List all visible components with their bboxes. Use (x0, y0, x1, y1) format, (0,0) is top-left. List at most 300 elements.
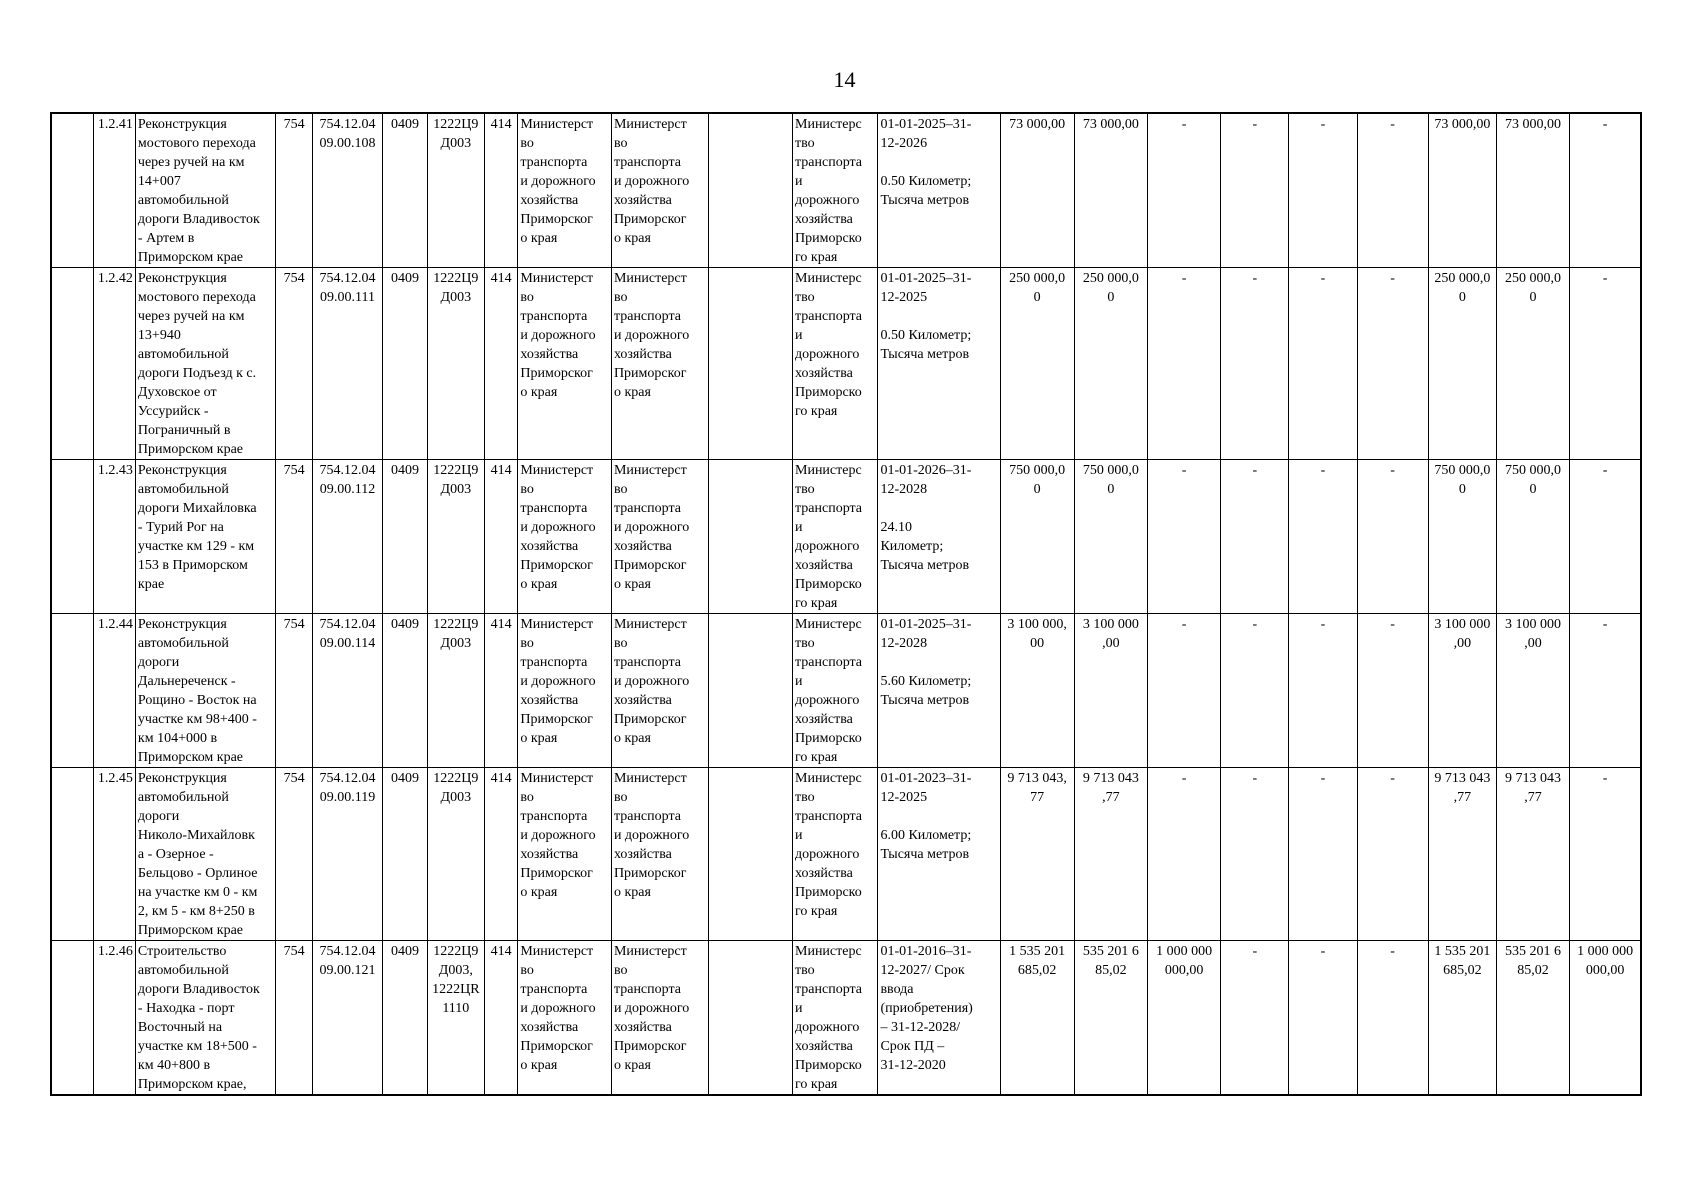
customer-line: хозяйства (520, 693, 579, 708)
year-1-cell (1147, 614, 1220, 768)
year-2-line: - (1252, 463, 1258, 478)
target-article-line: 1222Ц9 (433, 944, 479, 959)
customer-line: транспорта (520, 155, 588, 170)
expense-type-cell: 414 (484, 768, 518, 941)
total-cost-line: 250 000,0 (1009, 271, 1066, 286)
grantor-line: Приморско (795, 1058, 862, 1073)
object-code-line: 754.12.04 (319, 617, 376, 632)
grantor-line: транспорта (795, 155, 863, 170)
total-cost-cell (1000, 268, 1074, 460)
empty-cell-cell (708, 113, 792, 268)
year-2-cell (1221, 941, 1289, 1096)
developer-line: и дорожного (613, 674, 690, 689)
total-funding-line: 0 (1107, 290, 1115, 305)
object-name-line: дороги (137, 809, 180, 824)
section-code-cell: 0409 (383, 941, 428, 1096)
period-capacity-line: 01-01-2025–31- (880, 117, 972, 132)
target-article-line: 1222Ц9 (433, 271, 479, 286)
period-capacity-line: Тысяча метров (880, 193, 970, 208)
object-name-line: 2, км 5 - км 8+250 в (137, 904, 255, 919)
object-name-line: Уссурийск - (137, 404, 209, 419)
funding-4-line: ,77 (1524, 790, 1542, 805)
row-number-cell: 1.2.42 (94, 268, 136, 460)
object-name-line: км 104+000 в (137, 731, 218, 746)
period-capacity-line: 31-12-2020 (880, 1058, 946, 1073)
object-name-line: крае (137, 577, 165, 592)
object-name-line: Реконструкция (137, 771, 227, 786)
table-row (51, 768, 1641, 941)
period-capacity-line: (приобретения) (880, 1001, 973, 1016)
funding-4-cell (1496, 460, 1569, 614)
year-3-cell (1289, 113, 1357, 268)
grantor-line: Министерс (795, 117, 862, 132)
customer-line: Министерст (520, 117, 594, 132)
object-name-line: - Турий Рог на (137, 520, 224, 535)
grantor-line: го края (795, 250, 838, 265)
object-name-line: через ручей на км (137, 309, 245, 324)
grantor-line: и (795, 1001, 803, 1016)
period-capacity-line: Тысяча метров (880, 693, 970, 708)
object-name-cell (135, 113, 275, 268)
funding-5-line: - (1602, 771, 1608, 786)
customer-line: транспорта (520, 309, 588, 324)
customer-line: о края (520, 885, 558, 900)
developer-line: Приморског (613, 866, 687, 881)
developer-line: о края (613, 885, 651, 900)
section-code-cell: 0409 (383, 268, 428, 460)
grantor-line: транспорта (795, 809, 863, 824)
developer-line: и дорожного (613, 520, 690, 535)
expense-type-cell: 414 (484, 113, 518, 268)
total-cost-cell (1000, 768, 1074, 941)
year-3-line: - (1320, 271, 1326, 286)
grantor-cell (793, 614, 878, 768)
target-article-line: Д003 (440, 482, 472, 497)
developer-line: о края (613, 1058, 651, 1073)
customer-cell (518, 268, 612, 460)
total-funding-cell (1074, 614, 1147, 768)
customer-line: и дорожного (520, 1001, 596, 1016)
grantor-line: тво (795, 790, 815, 805)
funding-5-cell (1570, 614, 1641, 768)
object-code-cell (312, 941, 382, 1096)
customer-line: во (520, 636, 534, 651)
developer-line: хозяйства (613, 847, 672, 862)
developer-line: хозяйства (613, 347, 672, 362)
funding-3-cell (1428, 614, 1496, 768)
object-name-line: дороги (137, 655, 180, 670)
object-code-line: 754.12.04 (319, 463, 376, 478)
target-article-line: 1222Ц9 (433, 771, 479, 786)
period-capacity-line: 6.00 Километр; (880, 828, 972, 843)
target-article-line: 1110 (442, 1001, 470, 1016)
total-cost-line: 0 (1033, 290, 1041, 305)
object-name-cell (135, 768, 275, 941)
object-code-line: 09.00.114 (319, 636, 376, 651)
table-row (51, 614, 1641, 768)
total-funding-cell (1074, 768, 1147, 941)
object-name-line: Реконструкция (137, 271, 227, 286)
funding-3-cell (1428, 460, 1496, 614)
customer-line: и дорожного (520, 828, 596, 843)
funding-4-cell (1496, 941, 1569, 1096)
object-name-line: Строительство (137, 944, 227, 959)
period-capacity-cell (878, 460, 1000, 614)
object-name-cell (135, 268, 275, 460)
object-code-cell (312, 460, 382, 614)
period-capacity-line: 01-01-2026–31- (880, 463, 972, 478)
funding-3-cell (1428, 268, 1496, 460)
target-article-cell (427, 460, 484, 614)
period-capacity-line: 01-01-2016–31- (880, 944, 972, 959)
object-name-cell (135, 460, 275, 614)
developer-line: Приморског (613, 366, 687, 381)
customer-line: и дорожного (520, 520, 596, 535)
table-row (51, 460, 1641, 614)
object-name-line: Бельцово - Орлиное (137, 866, 258, 881)
year-3-cell (1289, 268, 1357, 460)
funding-5-line: 1 000 000 (1577, 944, 1634, 959)
customer-line: хозяйства (520, 347, 579, 362)
grantor-line: и (795, 674, 803, 689)
year-3-line: - (1320, 117, 1326, 132)
grantor-line: Министерс (795, 944, 862, 959)
object-name-line: через ручей на км (137, 155, 245, 170)
customer-line: Приморског (520, 212, 593, 227)
year-2-cell (1221, 113, 1289, 268)
blank-cell-cell (51, 614, 94, 768)
year-4-cell (1357, 768, 1428, 941)
total-cost-line: 3 100 000, (1007, 617, 1067, 632)
year-1-cell (1147, 460, 1220, 614)
customer-line: во (520, 963, 534, 978)
year-2-line: - (1252, 117, 1258, 132)
blank-cell-cell (51, 768, 94, 941)
funding-5-line: - (1602, 617, 1608, 632)
funding-3-line: 250 000,0 (1434, 271, 1491, 286)
customer-line: Министерст (520, 463, 594, 478)
row-number-cell: 1.2.46 (94, 941, 136, 1096)
object-name-line: 13+940 (137, 328, 181, 343)
target-article-line: 1222Ц9 (433, 617, 479, 632)
customer-line: о края (520, 231, 558, 246)
grantor-line: тво (795, 290, 815, 305)
year-1-cell (1147, 268, 1220, 460)
year-2-line: - (1252, 271, 1258, 286)
object-name-line: дороги Владивосток (137, 212, 260, 227)
customer-cell (518, 460, 612, 614)
grantor-cell (793, 941, 878, 1096)
funding-3-line: 0 (1458, 290, 1466, 305)
total-funding-line: ,00 (1102, 636, 1120, 651)
table-row (51, 113, 1641, 268)
period-capacity-line: Тысяча метров (880, 347, 970, 362)
grantor-line: тво (795, 636, 815, 651)
table-row (51, 941, 1641, 1096)
customer-line: во (520, 482, 534, 497)
object-name-line: автомобильной (137, 963, 229, 978)
year-3-cell (1289, 941, 1357, 1096)
year-4-cell (1357, 941, 1428, 1096)
year-1-line: - (1181, 617, 1187, 632)
object-name-cell (135, 614, 275, 768)
funding-3-line: 3 100 000 (1434, 617, 1491, 632)
total-cost-line: 1 535 201 (1009, 944, 1066, 959)
year-3-cell (1289, 460, 1357, 614)
customer-line: Приморског (520, 712, 593, 727)
developer-line: о края (613, 731, 651, 746)
grbs-code-cell: 754 (276, 614, 313, 768)
grantor-line: транспорта (795, 309, 863, 324)
developer-line: во (613, 290, 628, 305)
object-name-line: 14+007 (137, 174, 181, 189)
object-code-line: 754.12.04 (319, 271, 376, 286)
year-1-line: 000,00 (1164, 963, 1204, 978)
developer-line: и дорожного (613, 328, 690, 343)
developer-line: хозяйства (613, 1020, 672, 1035)
funding-5-line: - (1602, 271, 1608, 286)
developer-cell (611, 268, 708, 460)
developer-line: хозяйства (613, 193, 672, 208)
customer-line: о края (520, 577, 558, 592)
customer-line: Приморског (520, 366, 593, 381)
total-funding-line: ,77 (1102, 790, 1120, 805)
developer-line: Министерст (613, 771, 687, 786)
funding-5-cell (1570, 460, 1641, 614)
customer-cell (518, 614, 612, 768)
customer-line: о края (520, 731, 558, 746)
period-capacity-line: 24.10 (880, 520, 912, 535)
target-article-line: Д003 (440, 636, 472, 651)
grbs-code-cell: 754 (276, 113, 313, 268)
object-name-line: автомобильной (137, 790, 229, 805)
period-capacity-line: Километр; (880, 539, 944, 554)
blank-cell-cell (51, 941, 94, 1096)
developer-line: Приморског (613, 1039, 687, 1054)
developer-line: транспорта (613, 155, 681, 170)
blank-cell-cell (51, 268, 94, 460)
object-name-line: Приморском крае, (137, 1077, 247, 1092)
grantor-line: го края (795, 404, 838, 419)
customer-line: во (520, 790, 534, 805)
funding-4-line: 9 713 043 (1505, 771, 1561, 786)
grantor-line: дорожного (795, 347, 860, 362)
year-1-cell (1147, 768, 1220, 941)
customer-line: Приморског (520, 1039, 593, 1054)
object-name-line: автомобильной (137, 347, 229, 362)
total-funding-line: 9 713 043 (1082, 771, 1139, 786)
page-number: 14 (833, 67, 856, 92)
object-name-line: Реконструкция (137, 617, 227, 632)
developer-cell (611, 941, 708, 1096)
customer-line: во (520, 136, 534, 151)
object-code-line: 754.12.04 (319, 117, 376, 132)
customer-line: Министерст (520, 617, 594, 632)
developer-line: во (613, 482, 628, 497)
grantor-cell (793, 113, 878, 268)
year-3-cell (1289, 614, 1357, 768)
period-capacity-line: Тысяча метров (880, 558, 970, 573)
customer-line: и дорожного (520, 174, 596, 189)
developer-cell (611, 768, 708, 941)
funding-5-cell (1570, 268, 1641, 460)
object-code-cell (312, 768, 382, 941)
developer-line: во (613, 636, 628, 651)
period-capacity-line: 12-2028 (880, 482, 928, 497)
funding-3-line: 73 000,00 (1434, 117, 1491, 132)
customer-cell (518, 768, 612, 941)
customer-line: хозяйства (520, 193, 579, 208)
funding-4-cell (1496, 768, 1569, 941)
grantor-line: дорожного (795, 539, 860, 554)
object-name-line: автомобильной (137, 636, 229, 651)
customer-line: хозяйства (520, 1020, 579, 1035)
customer-line: транспорта (520, 982, 588, 997)
funding-3-line: 1 535 201 (1434, 944, 1491, 959)
object-code-line: 09.00.119 (319, 790, 376, 805)
period-capacity-line (880, 499, 997, 518)
funding-3-cell (1428, 768, 1496, 941)
object-code-cell (312, 113, 382, 268)
total-funding-line: 750 000,0 (1082, 463, 1139, 478)
grantor-line: тво (795, 963, 815, 978)
object-name-line: дороги Михайловка (137, 501, 257, 516)
funding-3-line: 685,02 (1443, 963, 1482, 978)
funding-4-cell (1496, 113, 1569, 268)
object-name-line: Приморском крае (137, 442, 244, 457)
developer-line: транспорта (613, 501, 681, 516)
object-name-line: Восточный на (137, 1020, 223, 1035)
total-cost-cell (1000, 614, 1074, 768)
object-code-line: 09.00.112 (319, 482, 376, 497)
funding-5-cell (1570, 941, 1641, 1096)
year-1-line: - (1181, 271, 1187, 286)
grbs-code-cell: 754 (276, 941, 313, 1096)
funding-3-line: 750 000,0 (1434, 463, 1491, 478)
grantor-line: и (795, 174, 803, 189)
object-name-line: дороги Владивосток (137, 982, 260, 997)
object-name-line: Рощино - Восток на (137, 693, 257, 708)
object-code-line: 754.12.04 (319, 771, 376, 786)
blank-cell-cell (51, 460, 94, 614)
object-name-line: дороги Подъезд к с. (137, 366, 257, 381)
period-capacity-line: 01-01-2023–31- (880, 771, 972, 786)
year-1-line: - (1181, 117, 1187, 132)
object-code-cell (312, 268, 382, 460)
register-table (50, 112, 1642, 1096)
object-name-line: участке км 129 - км (137, 539, 255, 554)
year-4-line: - (1390, 271, 1395, 286)
object-name-line: Приморском крае (137, 750, 244, 765)
funding-4-cell (1496, 614, 1569, 768)
customer-cell (518, 941, 612, 1096)
object-name-line: Приморском крае (137, 923, 244, 938)
target-article-cell (427, 614, 484, 768)
blank-cell-cell (51, 113, 94, 268)
period-capacity-cell (878, 268, 1000, 460)
year-2-line: - (1252, 771, 1258, 786)
grantor-line: тво (795, 136, 815, 151)
object-code-line: 09.00.108 (319, 136, 376, 151)
funding-4-line: 0 (1529, 290, 1537, 305)
grantor-line: дорожного (795, 1020, 860, 1035)
funding-5-line: - (1602, 117, 1608, 132)
developer-line: Министерст (613, 617, 687, 632)
row-number-cell: 1.2.43 (94, 460, 136, 614)
row-number-cell: 1.2.44 (94, 614, 136, 768)
funding-5-line: 000,00 (1585, 963, 1625, 978)
object-name-line: Реконструкция (137, 117, 227, 132)
developer-line: транспорта (613, 655, 681, 670)
object-name-line: Николо-Михайловк (137, 828, 255, 843)
object-name-line: Пограничный в (137, 423, 231, 438)
customer-line: и дорожного (520, 674, 596, 689)
funding-4-line: 250 000,0 (1505, 271, 1561, 286)
object-code-line: 754.12.04 (319, 944, 376, 959)
grantor-line: Приморско (795, 885, 862, 900)
table-row (51, 268, 1641, 460)
total-cost-cell (1000, 460, 1074, 614)
funding-3-cell (1428, 113, 1496, 268)
grantor-line: Министерс (795, 617, 862, 632)
object-name-line: а - Озерное - (137, 847, 214, 862)
customer-line: хозяйства (520, 847, 579, 862)
object-name-line: Дальнереченск - (137, 674, 236, 689)
grantor-line: Приморско (795, 231, 862, 246)
period-capacity-line: 12-2026 (880, 136, 928, 151)
year-4-line: - (1390, 117, 1395, 132)
customer-line: транспорта (520, 809, 588, 824)
period-capacity-cell (878, 113, 1000, 268)
customer-line: и дорожного (520, 328, 596, 343)
section-code-cell: 0409 (383, 614, 428, 768)
period-capacity-line: – 31-12-2028/ (880, 1020, 961, 1035)
object-name-line: автомобильной (137, 193, 229, 208)
period-capacity-line: 12-2025 (880, 290, 928, 305)
grbs-code-cell: 754 (276, 460, 313, 614)
target-article-line: Д003, (438, 963, 473, 978)
expense-type-cell: 414 (484, 614, 518, 768)
expense-type-cell: 414 (484, 941, 518, 1096)
funding-5-cell (1570, 768, 1641, 941)
grantor-line: хозяйства (795, 558, 853, 573)
year-1-cell (1147, 113, 1220, 268)
object-name-line: на участке км 0 - км (137, 885, 258, 900)
object-name-line: Духовское от (137, 385, 217, 400)
developer-line: хозяйства (613, 539, 672, 554)
developer-cell (611, 460, 708, 614)
grbs-code-cell: 754 (276, 268, 313, 460)
funding-3-line: 9 713 043 (1434, 771, 1491, 786)
object-name-line: участке км 98+400 - (137, 712, 257, 727)
funding-4-line: 0 (1529, 482, 1537, 497)
section-code-cell: 0409 (383, 460, 428, 614)
customer-line: транспорта (520, 655, 588, 670)
customer-line: во (520, 290, 534, 305)
period-capacity-cell (878, 941, 1000, 1096)
developer-line: транспорта (613, 809, 681, 824)
developer-line: Министерст (613, 271, 687, 286)
customer-line: о края (520, 385, 558, 400)
total-cost-line: 9 713 043, (1007, 771, 1067, 786)
year-2-cell (1221, 460, 1289, 614)
total-funding-line: 250 000,0 (1082, 271, 1139, 286)
grantor-line: дорожного (795, 693, 860, 708)
developer-line: во (613, 136, 628, 151)
total-funding-line: 535 201 6 (1082, 944, 1139, 959)
empty-cell-cell (708, 268, 792, 460)
funding-3-line: 0 (1458, 482, 1466, 497)
